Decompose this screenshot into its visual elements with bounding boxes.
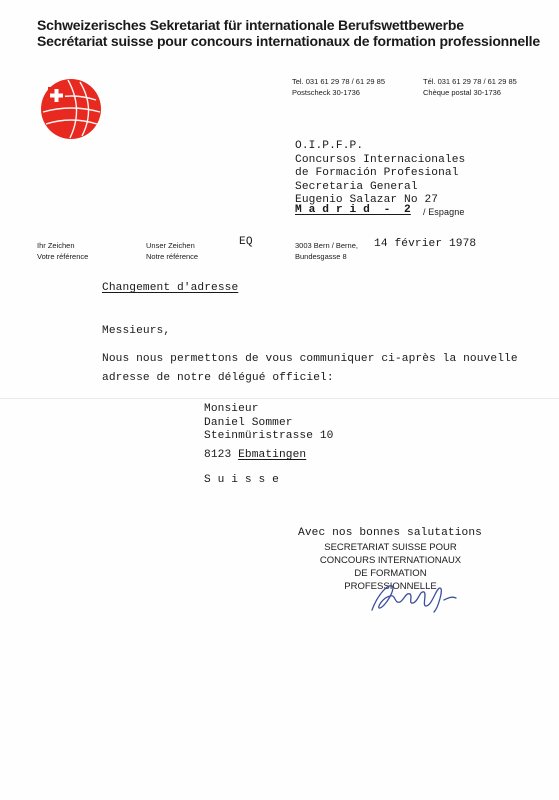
new-address-city: Ebmatingen [238,449,307,461]
recipient-address [295,140,465,208]
body-line-2: adresse de notre délégué officiel: [102,372,334,384]
contact-block-fr [423,76,517,98]
sender-street: Bundesgasse 8 [295,252,347,261]
fold-line [0,398,559,399]
phone-de: Tel. 031 61 29 78 / 61 29 85 [292,77,385,86]
stamp-line: CONCOURS INTERNATIONAUX [319,555,462,566]
your-reference-label-fr: Votre référence [37,252,89,261]
swiss-cross-globe-logo-icon [40,78,102,140]
stamp-line: SECRETARIAT SUISSE POUR [324,542,457,553]
new-address-line: Daniel Sommer [204,416,293,429]
postal-account-fr: Chèque postal 30-1736 [423,88,501,97]
recipient-line: Secretaria General [295,180,418,193]
our-reference-label-de: Unser Zeichen [146,241,195,250]
sender-place [295,240,358,262]
our-reference-value: EQ [239,236,253,248]
new-address [204,403,333,444]
salutation: Messieurs, [102,325,171,337]
sender-city: 3003 Bern / Berne, [295,241,358,250]
phone-fr: Tél. 031 61 29 78 / 61 29 85 [423,77,517,86]
new-address-zip: 8123 [204,449,232,461]
postal-account-de: Postscheck 30-1736 [292,88,360,97]
signature-icon [366,576,462,616]
your-reference [37,240,88,262]
recipient-line: O.I.P.F.P. [295,140,364,152]
letterhead-title-de: Schweizerisches Sekretariat für internationale Berufswettbewerbe [37,17,464,33]
stamp-line: DE FORMATION PROFESSIONNELLE [344,568,437,592]
body-line-1: Nous nous permettons de vous communiquer ci-après la nouvelle [102,353,518,365]
letter-date: 14 février 1978 [374,238,477,250]
recipient-line: Eugenio Salazar No 27 [295,194,439,206]
subject-line: Changement d'adresse [102,282,239,294]
your-reference-label-de: Ihr Zeichen [37,241,75,250]
letterhead-title-fr: Secrétariat suisse pour concours internationaux de formation professionnelle [37,33,540,49]
new-address-country: S u i s s e [204,474,279,486]
recipient-line: de Formación Profesional [295,167,459,179]
new-address-line: Steinmüristrasse 10 [204,430,334,442]
recipient-city: M a d r i d - 2 [295,204,411,216]
closing-greeting: Avec nos bonnes salutations [298,527,482,539]
recipient-line: Concursos Internacionales [295,153,466,166]
recipient-country: / Espagne [423,207,465,217]
contact-block-de [292,76,385,98]
new-address-city-line [204,449,306,461]
our-reference [146,240,198,262]
new-address-line: Monsieur [204,403,259,415]
our-reference-label-fr: Notre référence [146,252,199,261]
